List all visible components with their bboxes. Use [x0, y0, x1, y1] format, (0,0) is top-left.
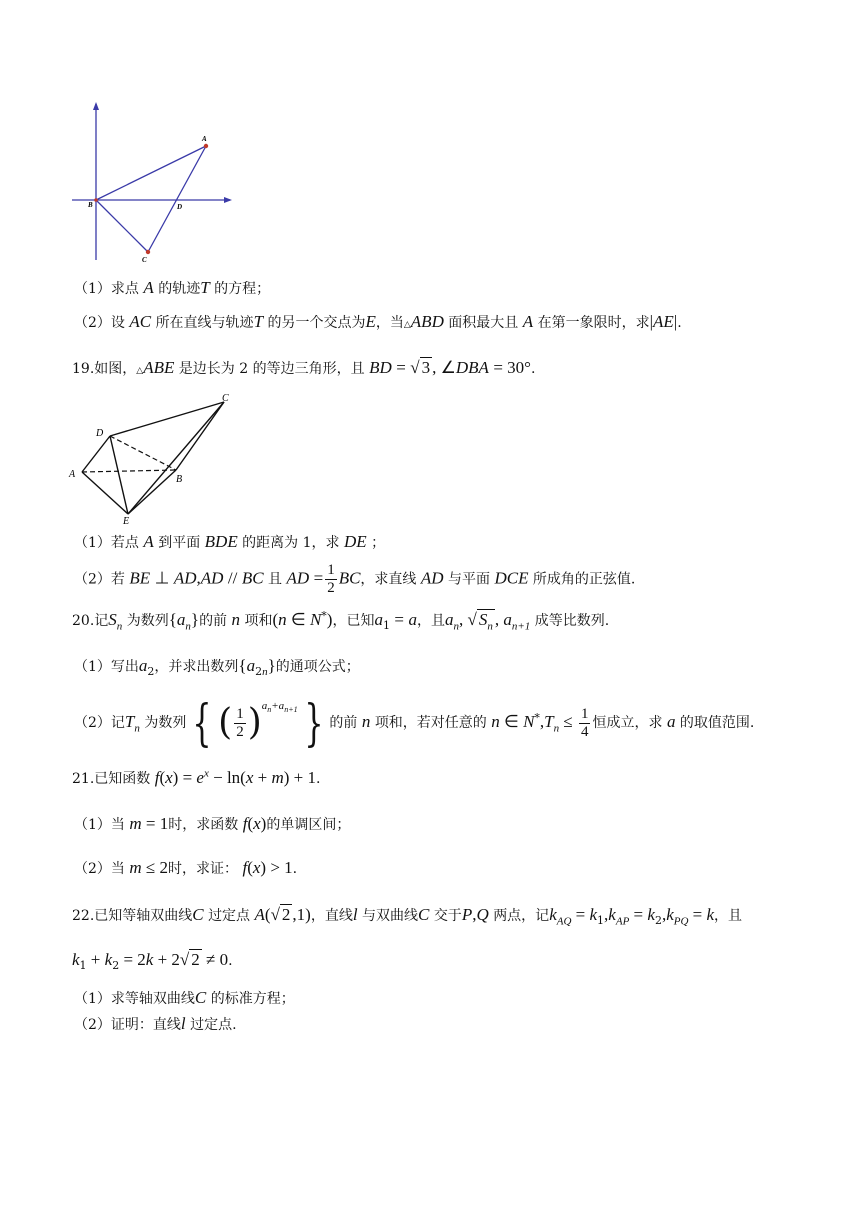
q20-part2: （2）记$T_n$ 为数列 { ( $\frac{1}{2}$ )$^{a_n+a_{n+1}}$ } 的前 n 项和，若对任意的 n ∈ $N^*,T_n$ ≤ $\frac{1}{4}$ 恒成立，求 a 的取值范围.: [74, 694, 755, 752]
label-A: A: [202, 135, 207, 143]
label-A: A: [69, 469, 76, 480]
q19-stem: 19.如图，△ABE 是边长为 2 的等边三角形，且 BD = √ 3 , ∠DBA = 30°.: [72, 358, 536, 377]
q22-condition: $k_1 + k_2 = 2k + 2√$ 2 ≠ 0.: [72, 950, 233, 972]
label-B: B: [88, 201, 93, 209]
label-D: D: [177, 203, 183, 211]
figure-tetrahedron: [66, 390, 246, 530]
label-D: D: [96, 428, 104, 439]
label-E: E: [123, 516, 130, 527]
label-C: C: [222, 393, 229, 404]
q21-stem: 21.已知函数 $f(x) = e^x - \ln(x + m) + 1$.: [72, 767, 321, 787]
q19-part1: （1）若点 A 到平面 BDE 的距离为 1，求 DE ；: [74, 532, 386, 551]
q22-stem: 22.已知等轴双曲线C 过定点 A(√ 2 ,1)，直线l 与双曲线C 交于P,Q 两点，记$k_{AQ} = k_1,k_{AP} = k_2,k_{PQ} = k$，且: [72, 905, 743, 928]
q18-part2: （2）设 AC 所在直线与轨迹T 的另一个交点为E，当△ABD 面积最大且 A 在第一象限时，求|AE|.: [74, 312, 682, 331]
q22-part2: （2）证明：直线l 过定点.: [74, 1014, 237, 1033]
q20-part1: （1）写出$a_2$，并求出数列$\{a_{2n}\}$的通项公式；: [74, 656, 360, 678]
label-C: C: [142, 256, 147, 264]
q19-part2: （2）若 BE ⊥ AD,AD // BC 且 AD = $\frac{1}{2}$ BC，求直线 AD 与平面 DCE 所成角的正弦值.: [74, 562, 636, 596]
figure-coordinate-triangle: [70, 100, 240, 265]
label-B: B: [176, 474, 183, 485]
q18-part1: （1）求点 A 的轨迹T 的方程；: [74, 278, 271, 297]
q22-part1: （1）求等轴双曲线C 的标准方程；: [74, 988, 295, 1007]
q20-stem: 20.记$S_n$ 为数列$\{a_n\}$的前 n 项和(n ∈ N*)，已知$a_1 = a$，且$a_n$, √ $S_n$ , $a_{n+1}$ 成等比数列.: [72, 609, 610, 633]
q21-part2: （2）当 m ≤ 2时，求证： f(x) > 1.: [74, 858, 298, 877]
q21-part1: （1）当 m = 1时，求函数 f(x)的单调区间；: [74, 814, 351, 833]
